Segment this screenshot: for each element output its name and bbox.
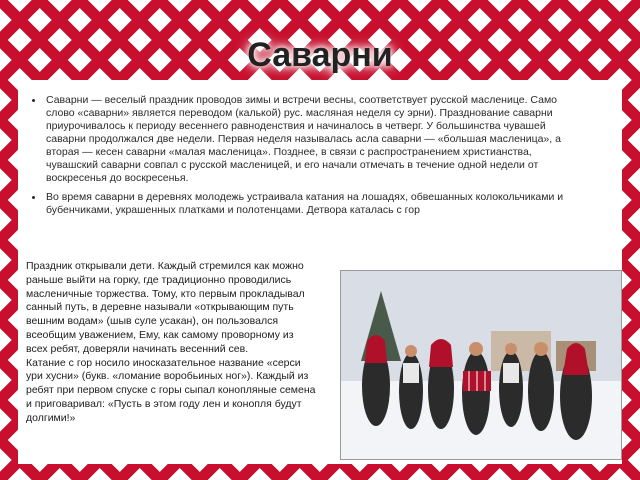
- bullet-text: Во время саварни в деревнях молодежь устраивала катания на лошадях, обвешанных колокольчиками и бубенчиками, украшенных платками и полотенцами. Детвора каталась с гор: [46, 191, 564, 216]
- bullet-dot-icon: [32, 196, 35, 199]
- bullet-item: [22, 94, 582, 185]
- festival-photo: [340, 270, 622, 460]
- side-paragraph: Праздник открывали дети. Каждый стремился как можно раньше выйти на горку, где традиционно проводились масленичные торжества. Тому, кто первым прокладывал санный путь, в деревне называли «открывающим путь вешним водам» (шыв суле усакан), он пользовался всеобщим уважением, Ему, как самому проворному из всех ребят, доверяли начинать весенний сев.: [26, 260, 305, 355]
- bullet-text: Саварни — веселый праздник проводов зимы и встречи весны, соответствует русской масленице. Само слово «саварни» является переводом (калькой) рус. масляная неделя су эрни). Празднование саварни приурочивалось к периоду весеннего равноденствия и начиналось в четверг. У большинства чувашей саварни продолжался две недели. Первая неделя называлась асла саварни — «большая масленица», а вторая — кесен саварни «малая масленица». Позднее, в связи с распространением христианства, чувашский саварни совпал с русской масленицей, и его начали отмечать в течение одной недели от воскресенья до воскресенья.: [46, 94, 561, 184]
- side-text-block: [22, 258, 322, 428]
- side-paragraph: Катание с гор носило иносказательное название «серси ури хусни» (букв. «ломание воробьиных ног»). Каждый из ребят при первом спуске с горы сыпал конопляные семена и приговаривал: «Пусть в этом году лен и конопля будут долгими!»: [26, 356, 316, 424]
- festival-photo-illustration: [341, 271, 621, 459]
- bullet-item: [22, 191, 582, 217]
- bullet-dot-icon: [32, 99, 35, 102]
- slide-title: Саварни: [247, 36, 393, 74]
- bullet-list: [22, 94, 582, 223]
